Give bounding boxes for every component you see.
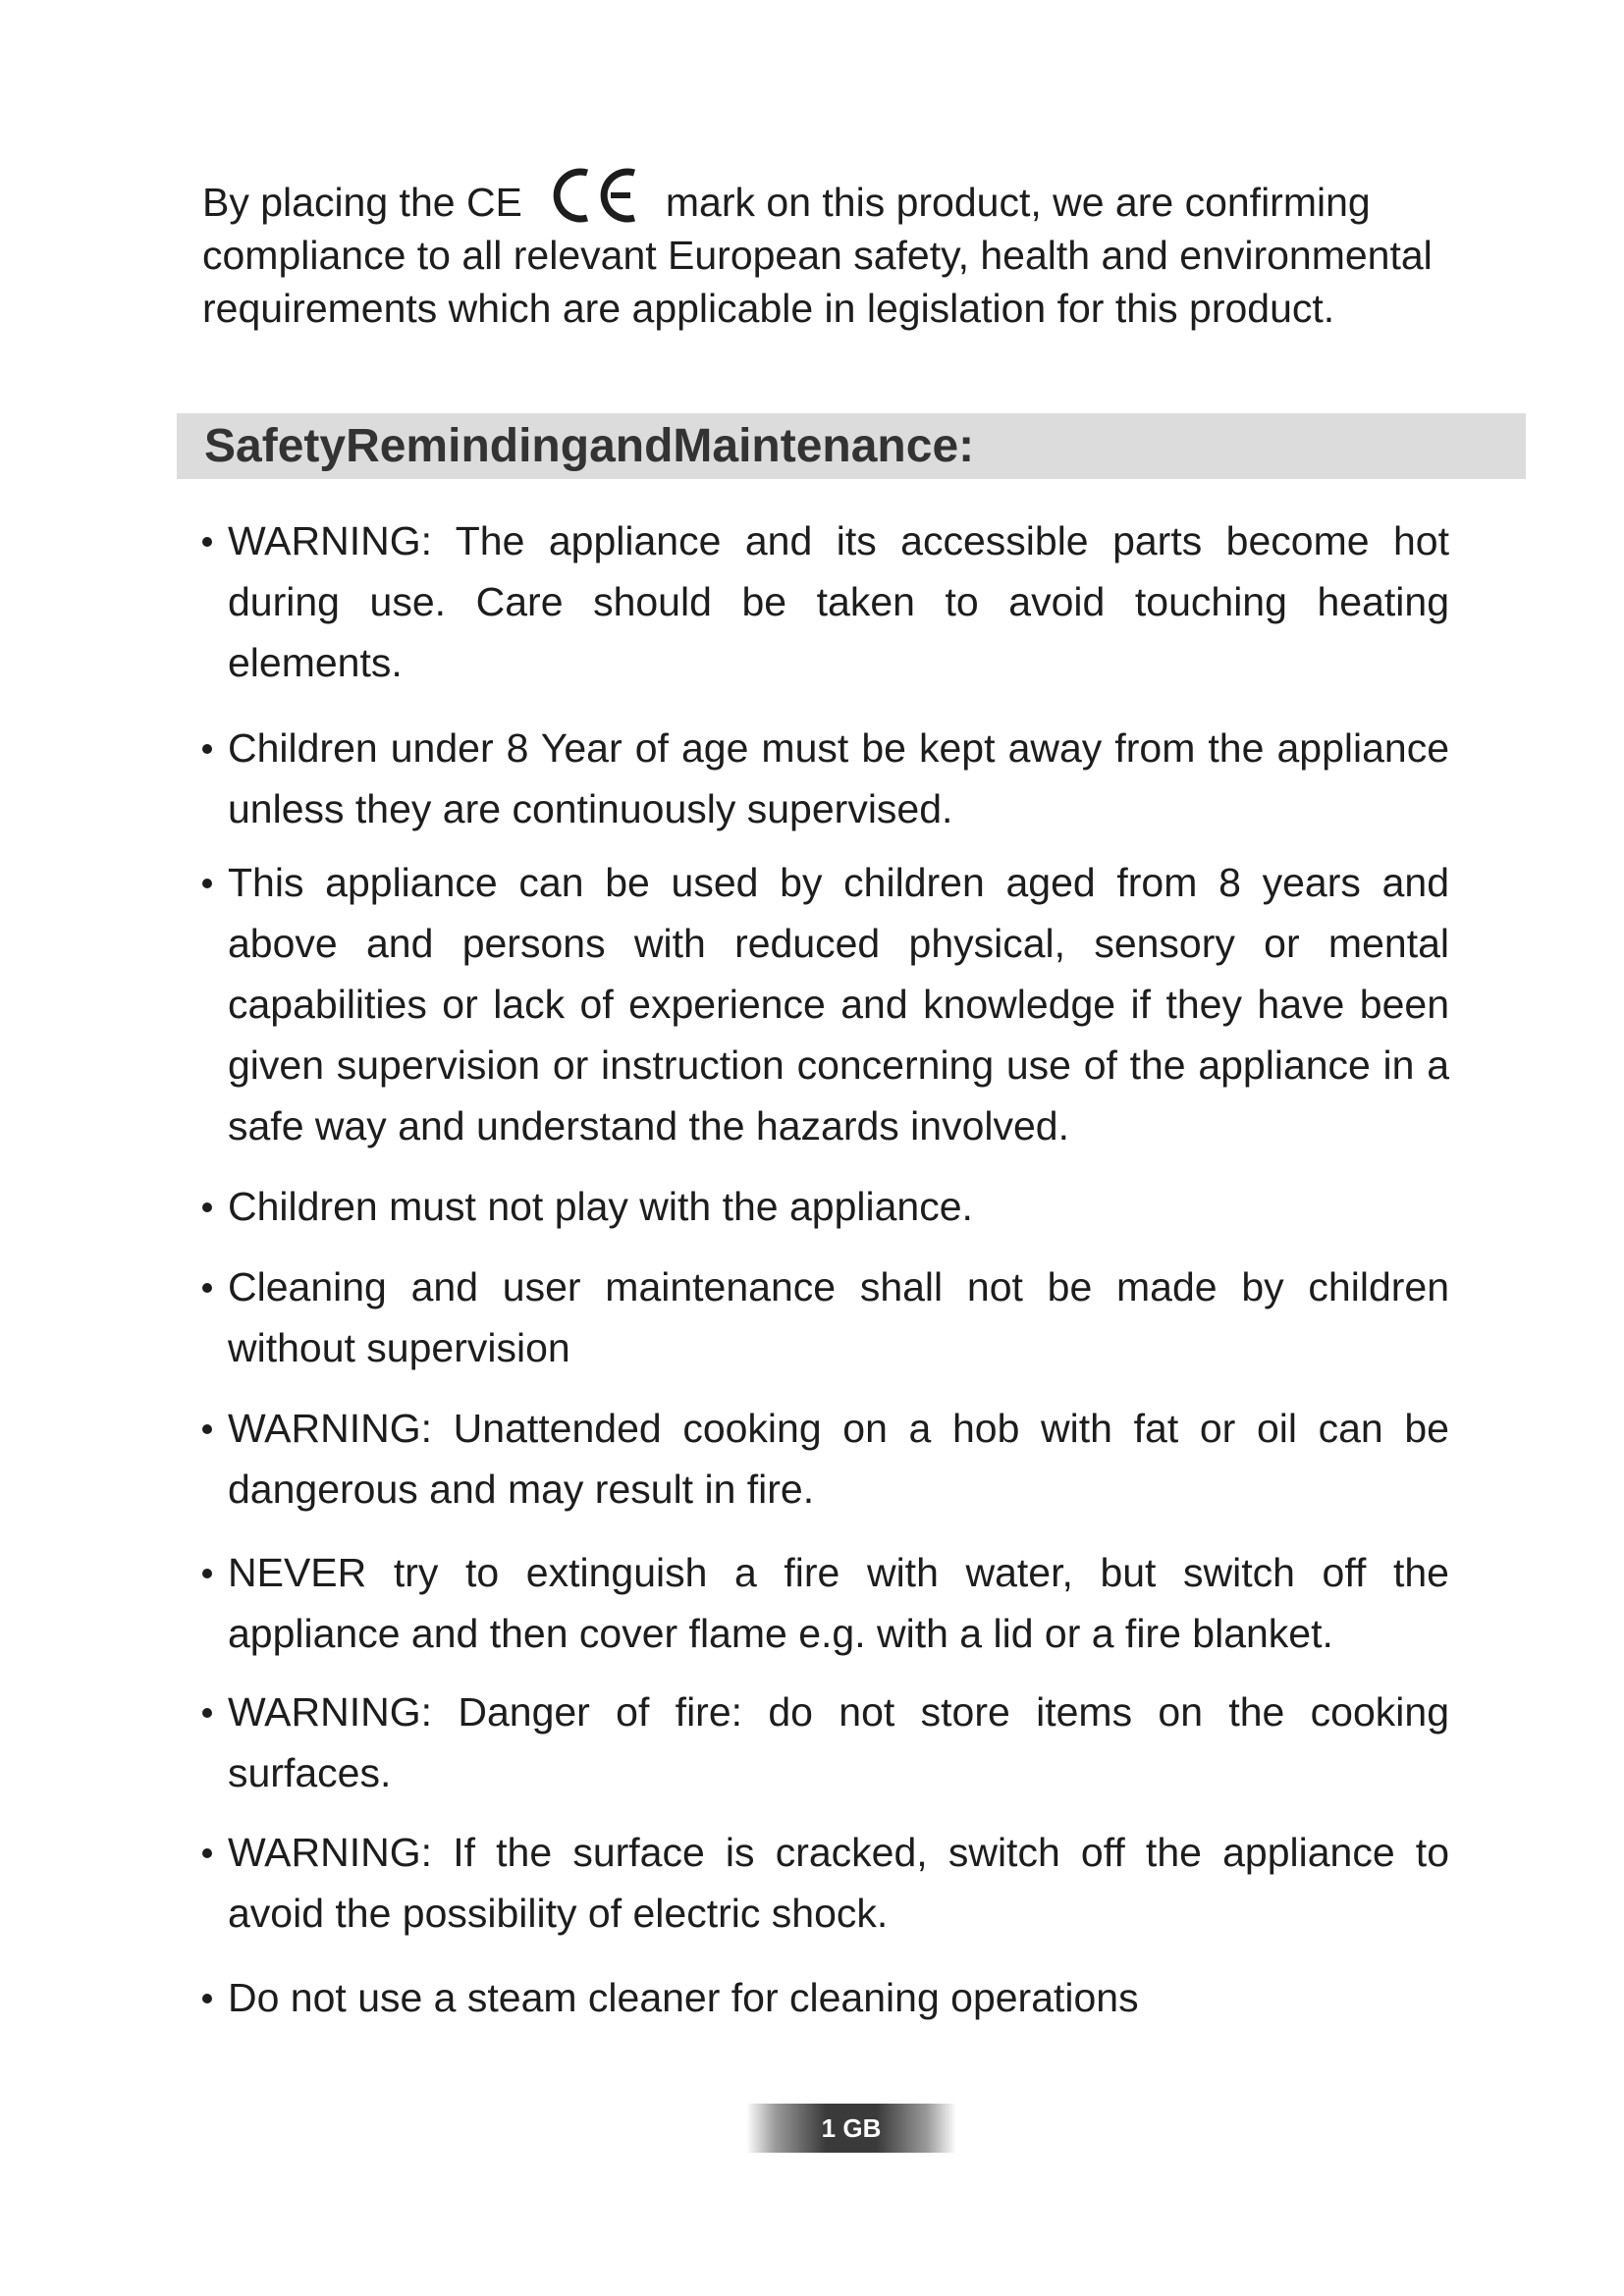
- bullet-text: WARNING: If the surface is cracked, switch off the appliance to avoid the possibility of electric shock.: [228, 1830, 1449, 1936]
- bullet-text: Children under 8 Year of age must be kept away from the appliance unless they are continuously supervised.: [228, 725, 1449, 831]
- bullet-item: [228, 718, 1449, 839]
- section-header-bar: [177, 413, 1526, 479]
- bullet-dot-icon: [202, 1994, 212, 2003]
- bullet-dot-icon: [202, 1569, 212, 1578]
- bullet-dot-icon: [202, 744, 212, 754]
- bullet-item: [228, 852, 1449, 1156]
- bullet-item: [228, 510, 1449, 693]
- bullet-item: [228, 1256, 1449, 1378]
- bullet-item: [228, 1542, 1449, 1664]
- bullet-dot-icon: [202, 537, 212, 547]
- bullet-text: Children must not play with the appliance.: [228, 1184, 973, 1229]
- ce-compliance-statement: [202, 167, 1439, 335]
- page-number-tab: [746, 2104, 956, 2153]
- bullet-dot-icon: [202, 1283, 212, 1293]
- ce-mark-icon: [552, 167, 638, 224]
- bullet-dot-icon: [202, 1848, 212, 1858]
- bullet-text: WARNING: Danger of fire: do not store items on the cooking surfaces.: [228, 1689, 1449, 1795]
- section-title: SafetyRemindingandMaintenance:: [204, 420, 975, 472]
- bullet-text: This appliance can be used by children aged from 8 years and above and persons with reduced physical, sensory or mental capabilities or lack of experience and knowledge if they have been given supervision or instruction concerning use of the appliance in a safe way and understand the hazards involved.: [228, 860, 1449, 1148]
- bullet-dot-icon: [202, 1202, 212, 1212]
- bullet-dot-icon: [202, 1424, 212, 1434]
- intro-text-after-mark: mark on this product, we are confirming compliance to all relevant European safety, health and environmental requirements which are applicable in legislation for this product.: [202, 180, 1433, 331]
- page-number: 1 GB: [821, 2113, 882, 2143]
- bullet-item: [228, 1176, 1449, 1237]
- bullet-text: WARNING: The appliance and its accessible parts become hot during use. Care should be taken to avoid touching heating elements.: [228, 518, 1449, 685]
- bullet-item: [228, 1967, 1449, 2028]
- bullet-item: [228, 1682, 1449, 1803]
- bullet-item: [228, 1398, 1449, 1520]
- bullet-dot-icon: [202, 879, 212, 888]
- bullet-dot-icon: [202, 1708, 212, 1718]
- bullet-text: NEVER try to extinguish a fire with water, but switch off the appliance and then cover flame e.g. with a lid or a fire blanket.: [228, 1550, 1449, 1656]
- bullet-text: Cleaning and user maintenance shall not be made by children without supervision: [228, 1264, 1449, 1370]
- bullet-item: [228, 1822, 1449, 1944]
- intro-text-before-mark: By placing the CE: [202, 180, 522, 225]
- bullet-text: Do not use a steam cleaner for cleaning operations: [228, 1975, 1139, 2020]
- bullet-text: WARNING: Unattended cooking on a hob with fat or oil can be dangerous and may result in fire.: [228, 1406, 1449, 1512]
